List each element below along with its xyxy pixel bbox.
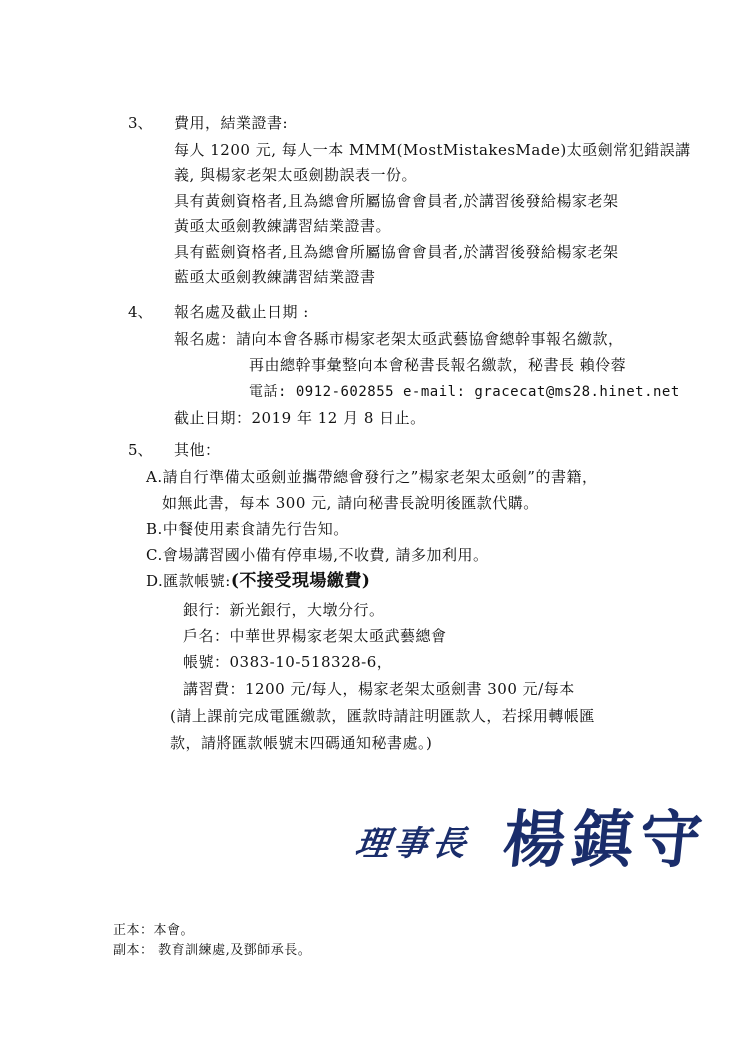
section-3-line-4: 黃亟太亟劍教練講習結業證書。 xyxy=(174,217,392,235)
section-3-line-2: 義, 與楊家老架太亟劍勘誤表一份。 xyxy=(174,166,418,184)
chairman-signature xyxy=(352,790,716,876)
bank-line: 銀行：新光銀行，大墩分行。 xyxy=(183,601,385,619)
item-a-line-1: A.請自行準備太亟劍並攜帶總會發行之”楊家老架太亟劍”的書籍， xyxy=(146,468,598,486)
section-4-line-2: 再由總幹事彙整向本會秘書長報名繳款，秘書長 賴伶蓉 xyxy=(249,356,627,374)
item-b: B.中餐使用素食請先行告知。 xyxy=(146,520,349,538)
section-4-contact: 電話: 0912-602855 e-mail: gracecat@ms28.hinet.net xyxy=(249,384,680,400)
item-a-line-2: 如無此書，每本 300 元, 請向秘書長說明後匯款代購。 xyxy=(162,494,539,512)
signature-name: 楊鎮守 xyxy=(499,803,712,876)
section-3-number: 3、 xyxy=(128,114,153,132)
item-d-label: D.匯款帳號: xyxy=(146,572,231,590)
account-number-line: 帳號：0383-10-518328-6， xyxy=(183,653,393,671)
section-4-deadline: 截止日期：2019 年 12 月 8 日止。 xyxy=(174,409,426,427)
section-3-heading: 費用，結業證書: xyxy=(174,114,289,132)
section-4-heading: 報名處及截止日期 : xyxy=(174,303,309,321)
account-name-line: 戶名：中華世界楊家老架太亟武藝總會 xyxy=(183,627,447,645)
section-3-line-1: 每人 1200 元, 每人一本 MMM(MostMistakesMade)太亟劍常犯錯誤講 xyxy=(174,141,691,159)
fee-line: 講習費：1200 元/每人，楊家老架太亟劍書 300 元/每本 xyxy=(183,680,575,698)
section-3-line-6: 藍亟太亟劍教練講習結業證書 xyxy=(174,268,376,286)
section-5-number: 5、 xyxy=(128,441,153,459)
item-d-no-onsite-payment: (不接受現場繳費) xyxy=(230,571,371,591)
item-c: C.會場講習國小備有停車場,不收費, 請多加利用。 xyxy=(146,546,489,564)
section-3-line-3: 具有黃劍資格者,且為總會所屬協會會員者,於講習後發給楊家老架 xyxy=(174,192,619,210)
note-line-1: (請上課前完成電匯繳款，匯款時請註明匯款人，若採用轉帳匯 xyxy=(170,707,595,725)
signature-title: 理事長 xyxy=(352,824,473,864)
section-4-line-1: 報名處：請向本會各縣市楊家老架太亟武藝協會總幹事報名繳款， xyxy=(174,330,624,348)
section-4-number: 4、 xyxy=(128,303,153,321)
section-5-heading: 其他： xyxy=(174,441,221,459)
footer-original-recipient: 正本：本會。 xyxy=(113,923,195,938)
item-d xyxy=(146,571,370,591)
note-line-2: 款，請將匯款帳號末四碼通知秘書處。) xyxy=(170,734,433,752)
footer-copy-recipient: 副本： 教育訓練處,及鄧師承長。 xyxy=(113,943,312,958)
section-3-line-5: 具有藍劍資格者,且為總會所屬協會會員者,於講習後發給楊家老架 xyxy=(174,243,619,261)
